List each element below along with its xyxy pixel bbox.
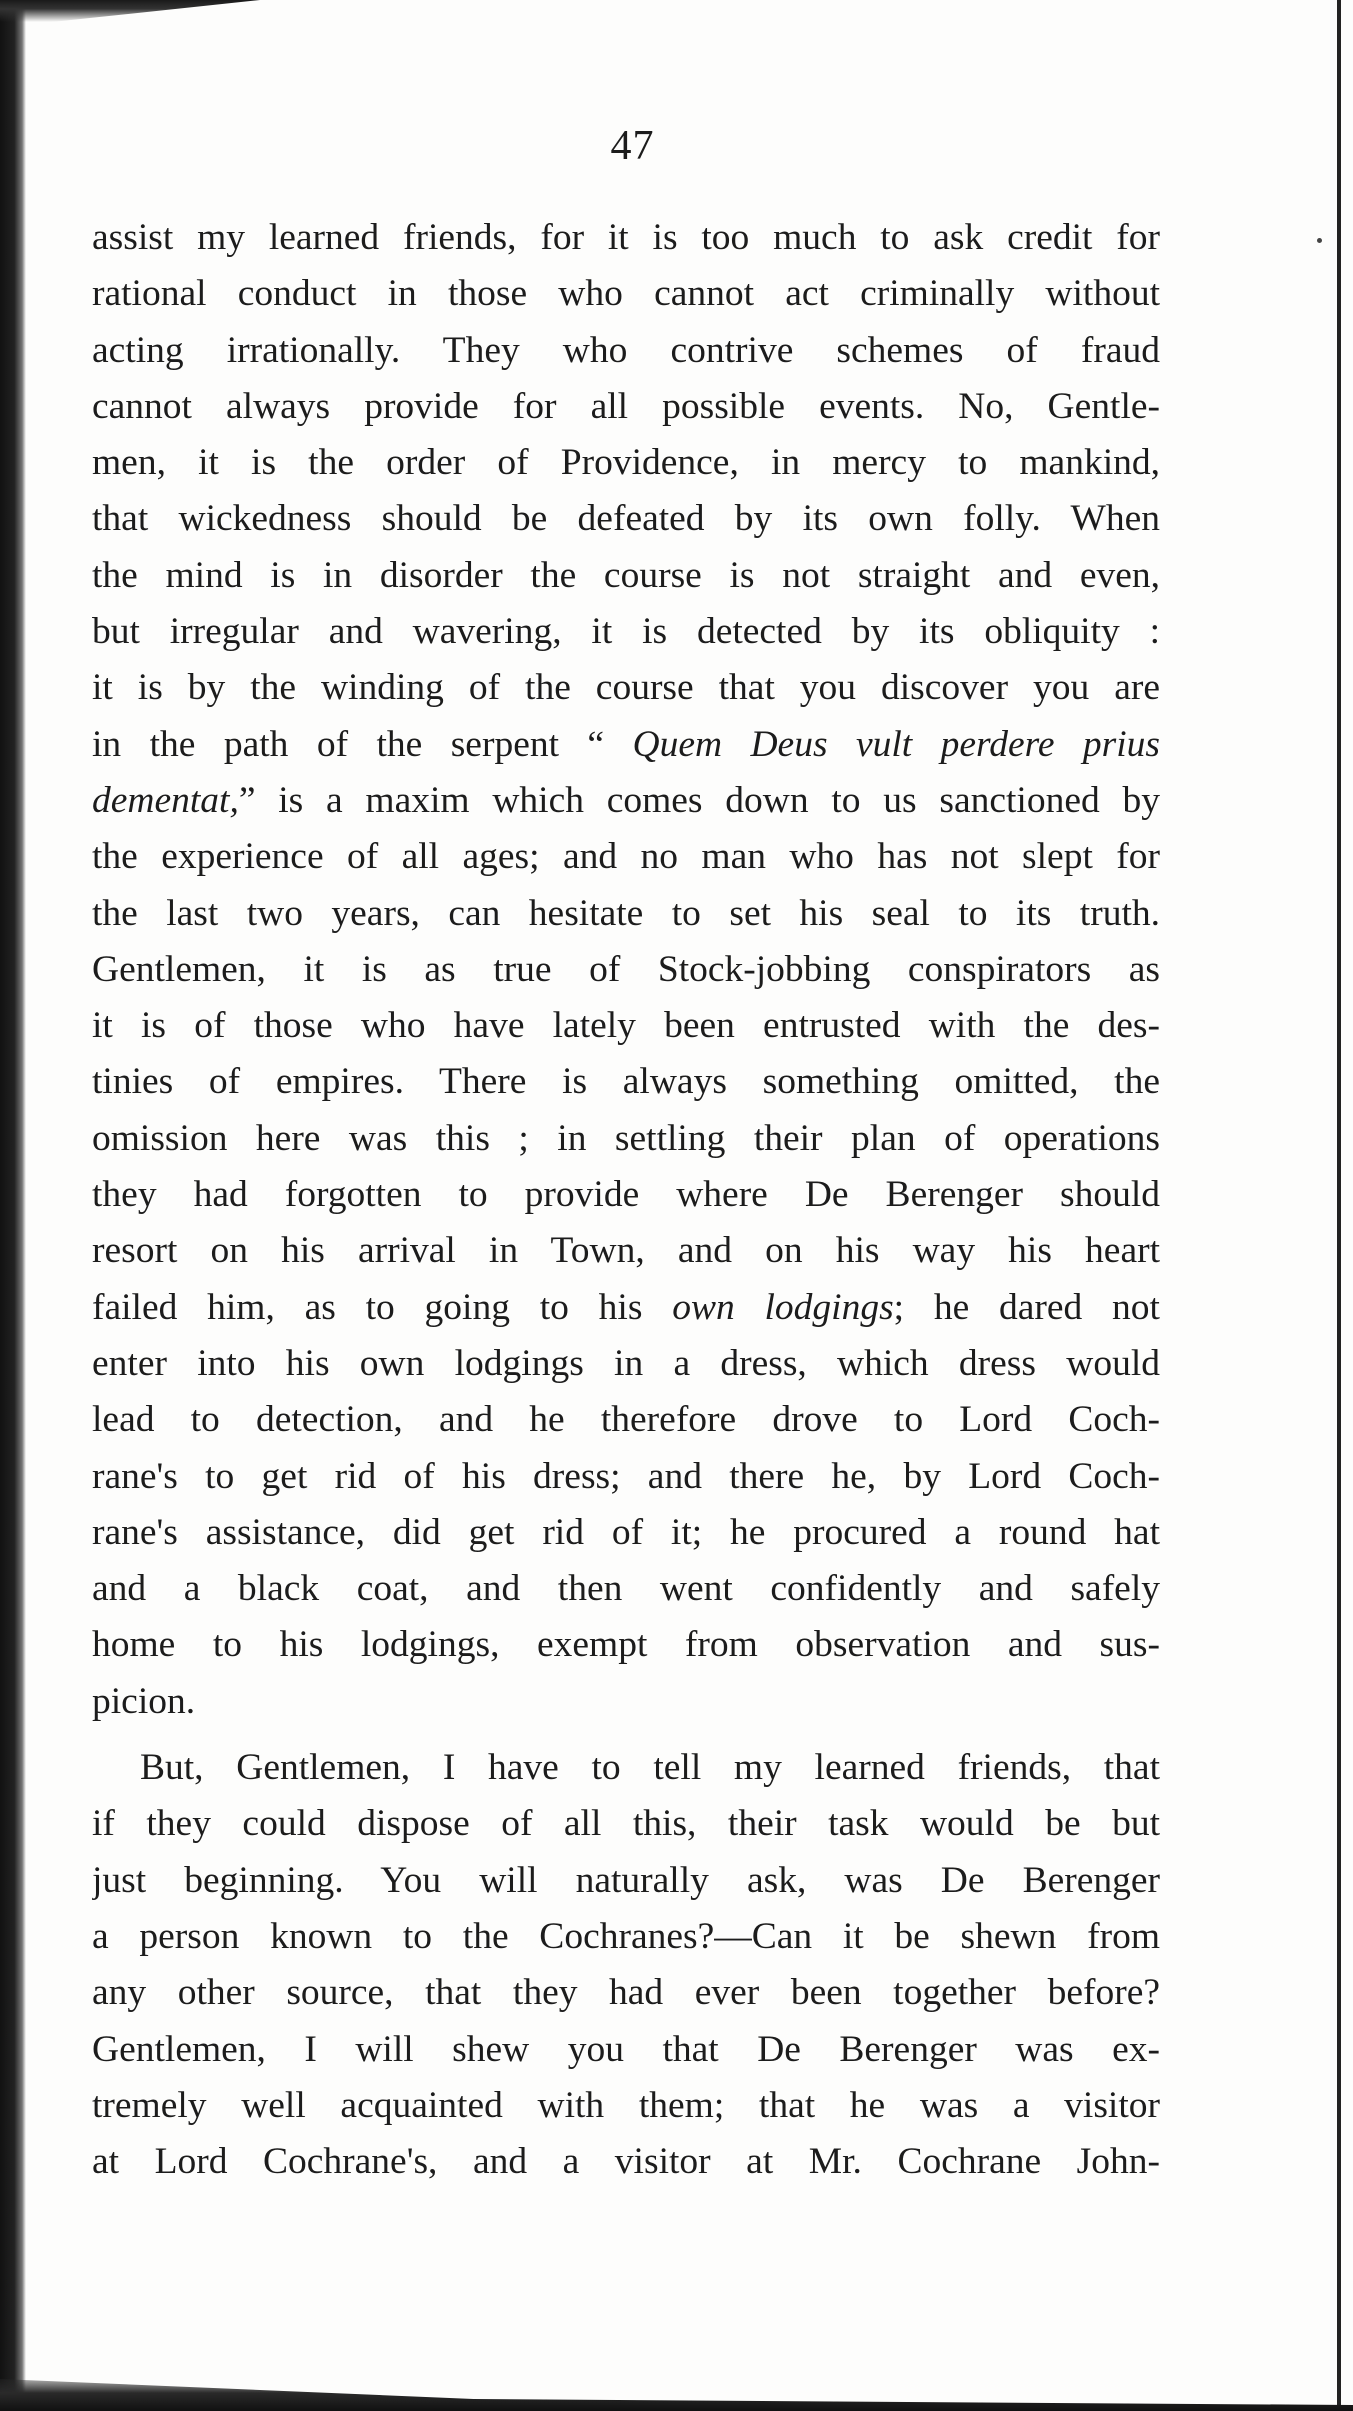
text-line: Gentlemen, I will shew you that De Berenger was ex-	[92, 2028, 1160, 2070]
text-line: acting irrationally. They who contrive schemes of fraud	[92, 329, 1160, 371]
page-right-edge-line	[1337, 0, 1341, 2411]
text-line: the experience of all ages; and no man who has not slept for	[92, 836, 1160, 878]
text-line: rane's to get rid of his dress; and there he, by Lord Coch-	[92, 1455, 1160, 1497]
paragraph-gap	[92, 1730, 1160, 1740]
text-line: picion.	[92, 1680, 196, 1722]
text-line: the mind is in disorder the course is not straight and even,	[92, 554, 1160, 596]
text-line: in the path of the serpent “ Quem Deus vult perdere prius	[92, 723, 1160, 765]
text-line: it is by the winding of the course that you discover you are	[92, 667, 1160, 709]
text-line: it is of those who have lately been entrusted with the des-	[92, 1005, 1160, 1047]
text-line: rane's assistance, did get rid of it; he procured a round hat	[92, 1511, 1160, 1553]
text-line: enter into his own lodgings in a dress, which dress would	[92, 1342, 1160, 1384]
text-line: just beginning. You will naturally ask, was De Berenger	[92, 1859, 1160, 1901]
text-line: a person known to the Cochranes?—Can it be shewn from	[92, 1915, 1160, 1957]
text-line: the last two years, can hesitate to set his seal to its truth.	[92, 892, 1160, 934]
text-line: rational conduct in those who cannot act criminally without	[92, 273, 1160, 315]
text-line: men, it is the order of Providence, in mercy to mankind,	[92, 442, 1160, 484]
text-line: any other source, that they had ever been together before?	[92, 1972, 1160, 2014]
text-line: but irregular and wavering, it is detected by its obliquity :	[92, 611, 1160, 653]
text-line: they had forgotten to provide where De Berenger should	[92, 1174, 1160, 1216]
text-line: assist my learned friends, for it is too much to ask credit for	[92, 217, 1160, 258]
text-line: tremely well acquainted with them; that he was a visitor	[92, 2084, 1160, 2126]
page-number: 47	[610, 123, 655, 169]
text-line: that wickedness should be defeated by its own folly. When	[92, 498, 1160, 540]
text-line: dementat,” is a maxim which comes down to us sanctioned by	[92, 779, 1160, 821]
text-line: resort on his arrival in Town, and on his way his heart	[92, 1230, 1160, 1272]
paragraph	[92, 210, 1160, 1730]
ink-speck	[1317, 238, 1322, 243]
text-line: Gentlemen, it is as true of Stock-jobbing conspirators as	[92, 948, 1160, 990]
text-line: omission here was this ; in settling their plan of operations	[92, 1117, 1160, 1159]
text-line: tinies of empires. There is always something omitted, the	[92, 1061, 1160, 1103]
text-line: failed him, as to going to his own lodgings; he dared not	[92, 1286, 1160, 1328]
text-line: and a black coat, and then went confidently and safely	[92, 1568, 1160, 1610]
text-line: at Lord Cochrane's, and a visitor at Mr. Cochrane John-	[92, 2141, 1160, 2183]
text-line: lead to detection, and he therefore drove to Lord Coch-	[92, 1399, 1160, 1441]
text-line: home to his lodgings, exempt from observation and sus-	[92, 1624, 1160, 1666]
body-text	[92, 210, 1160, 2190]
paragraph	[92, 1740, 1160, 2190]
text-line: cannot always provide for all possible events. No, Gentle-	[92, 385, 1160, 427]
text-line: But, Gentlemen, I have to tell my learned friends, that	[140, 1747, 1160, 1789]
page-left-edge-shadow	[0, 0, 26, 2411]
text-line: if they could dispose of all this, their task would be but	[92, 1803, 1160, 1845]
